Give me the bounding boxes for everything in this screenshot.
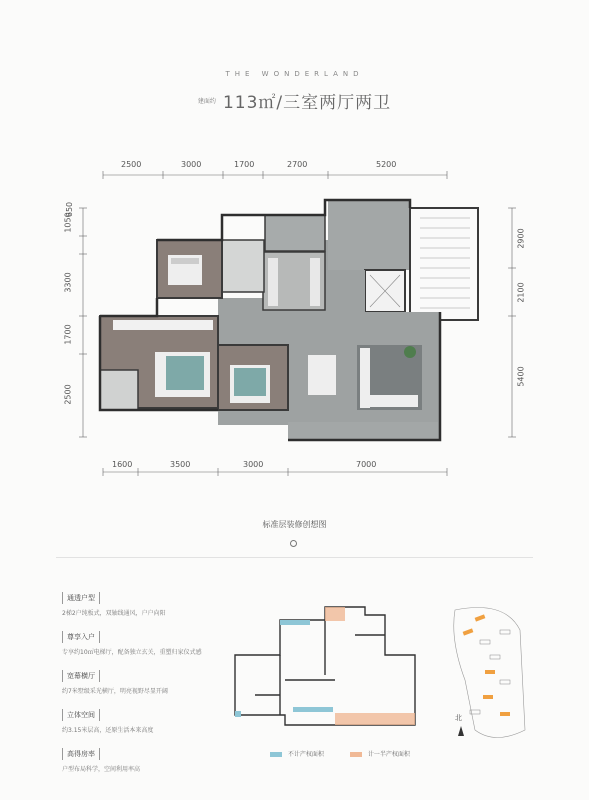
- dim-top-5: 5200: [376, 160, 397, 169]
- dim-bottom-3: 3000: [243, 460, 264, 469]
- section-caption: 标准层装修创想图: [262, 520, 327, 529]
- bathroom-top: [222, 240, 264, 292]
- excluded-zone: [235, 711, 241, 717]
- dim-top-1: 2500: [121, 160, 142, 169]
- feature-desc: 专享约10㎡电梯厅，配备独立玄关，重塑归家仪式感: [62, 649, 202, 656]
- excluded-zone: [280, 620, 310, 625]
- north-indicator: [455, 713, 464, 736]
- legend-swatch: [350, 752, 362, 757]
- dim-right-2: 2100: [516, 282, 526, 303]
- top-balcony: [328, 200, 410, 270]
- stair-core: [410, 208, 478, 320]
- north-label: 北: [455, 714, 462, 722]
- legend-label: 不计产权面积: [287, 751, 324, 758]
- north-arrow-icon: [458, 726, 464, 736]
- master-bath: [100, 370, 138, 410]
- feature-title: 立体空间: [62, 709, 100, 721]
- half-area-zone: [335, 713, 415, 725]
- dining-table: [308, 355, 336, 395]
- half-area-zone: [325, 607, 345, 621]
- dim-bottom-4: 7000: [356, 460, 377, 469]
- excluded-zone: [293, 707, 333, 712]
- south-balcony: [288, 422, 438, 440]
- dim-right-1: 2900: [516, 228, 526, 249]
- feature-title: 高得房率: [62, 748, 100, 760]
- legend-swatch: [270, 752, 282, 757]
- feature-title: 尊享入户: [62, 631, 100, 643]
- dim-left-2: 650: [65, 201, 75, 218]
- dim-top-4: 2700: [287, 160, 308, 169]
- dim-top-3: 1700: [234, 160, 255, 169]
- dim-left-4: 1700: [63, 324, 73, 345]
- dim-top-2: 3000: [181, 160, 202, 169]
- feature-desc: 约7米墅级采光横厅，明亮视野尽显开阔: [62, 688, 168, 695]
- feature-desc: 2梯2户纯板式，双轴线通风，户户向阳: [62, 610, 166, 617]
- legend-label: 计一半产权面积: [367, 751, 410, 758]
- brand-name: THE WONDERLAND: [225, 70, 364, 78]
- dim-left-5: 2500: [63, 384, 73, 405]
- dim-right-3: 5400: [516, 366, 526, 387]
- feature-desc: 户型布局科学，空间利用率高: [62, 766, 141, 773]
- laundry: [265, 215, 325, 251]
- dim-bottom-1: 1600: [112, 460, 133, 469]
- legend-item: [350, 749, 410, 758]
- circle-marker: [290, 540, 297, 547]
- line-floor-plan: [225, 595, 440, 740]
- dim-left-1: 1050: [63, 212, 73, 233]
- feature-desc: 约3.15米层高，还原生活本来高度: [62, 727, 154, 734]
- title-main: 113㎡/三室两厅两卫: [222, 93, 392, 113]
- feature-title: 宽幕横厅: [62, 670, 100, 682]
- feature-title: 通透户型: [62, 592, 100, 604]
- section-divider: [56, 557, 533, 558]
- dim-bottom-2: 3500: [170, 460, 191, 469]
- feature-item: [62, 741, 262, 773]
- dim-left-3: 3300: [63, 272, 73, 293]
- legend-item: [270, 749, 324, 758]
- title-prefix: 建面约: [197, 98, 216, 105]
